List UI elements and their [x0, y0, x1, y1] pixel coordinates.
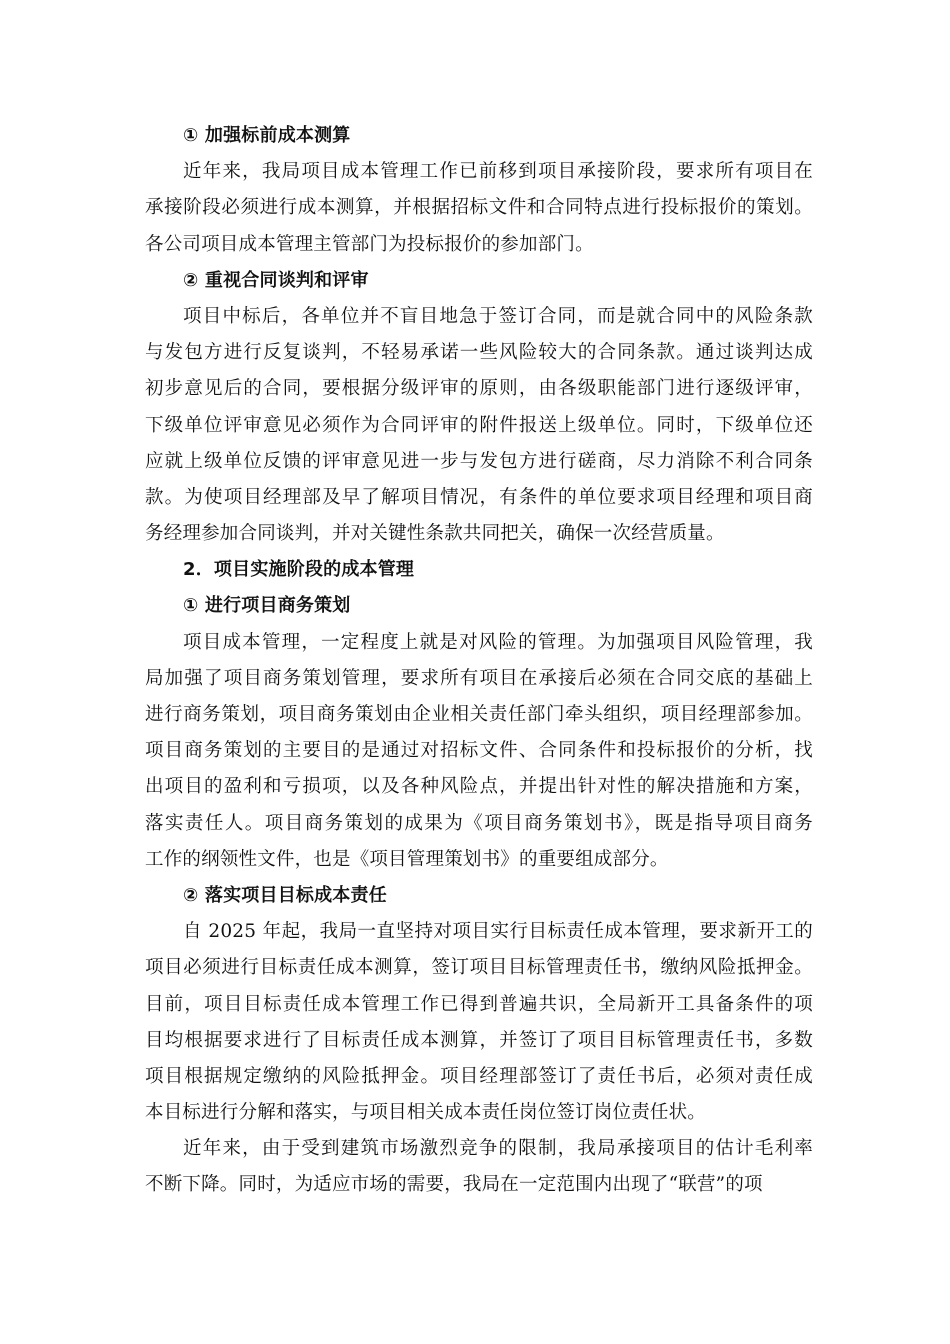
paragraph-line: 工作的纲领性文件，也是《项目管理策划书》的重要组成部分。 [145, 848, 669, 870]
paragraph-line: 本目标进行分解和落实，与项目相关成本责任岗位签订岗位责任状。 [145, 1102, 707, 1124]
section-heading: ① 进行项目商务策划 [183, 595, 351, 617]
paragraph-line: 自 2025 年起，我局一直坚持对项目实行目标责任成本管理，要求新开工的 [183, 921, 813, 943]
paragraph-line: 项目中标后，各单位并不盲目地急于签订合同，而是就合同中的风险条款 [183, 305, 813, 327]
paragraph [145, 1131, 813, 1203]
paragraph-line: 下级单位评审意见必须作为合同评审的附件报送上级单位。同时，下级单位还 [145, 414, 813, 436]
paragraph-line: 出项目的盈利和亏损项，以及各种风险点，并提出针对性的解决措施和方案， [145, 776, 813, 798]
section-heading: 2．项目实施阶段的成本管理 [183, 559, 415, 581]
document-page [145, 118, 813, 1204]
section-heading: ② 落实项目目标成本责任 [183, 884, 387, 906]
paragraph-line: 项目成本管理，一定程度上就是对风险的管理。为加强项目风险管理，我 [183, 631, 813, 653]
paragraph-line: 目前，项目目标责任成本管理工作已得到普遍共识，全局新开工具备条件的项 [145, 993, 813, 1015]
paragraph [145, 914, 813, 1131]
paragraph-line: 各公司项目成本管理主管部门为投标报价的参加部门。 [145, 233, 594, 255]
section-heading: ② 重视合同谈判和评审 [183, 269, 369, 291]
paragraph-line: 款。为使项目经理部及早了解项目情况，有条件的单位要求项目经理和项目商 [145, 486, 813, 508]
paragraph [145, 299, 813, 552]
paragraph-line: 进行商务策划，项目商务策划由企业相关责任部门牵头组织，项目经理部参加。 [145, 704, 813, 725]
paragraph-line: 初步意见后的合同，要根据分级评审的原则，由各级职能部门进行逐级评审， [145, 378, 813, 400]
paragraph-line: 项目商务策划的主要目的是通过对招标文件、合同条件和投标报价的分析，找 [145, 740, 813, 762]
paragraph-line: 与发包方进行反复谈判，不轻易承诺一些风险较大的合同条款。通过谈判达成 [145, 342, 813, 364]
paragraph [145, 625, 813, 878]
paragraph-line: 局加强了项目商务策划管理，要求所有项目在承接后必须在合同交底的基础上 [145, 667, 813, 689]
paragraph-line: 项目根据规定缴纳的风险抵押金。项目经理部签订了责任书后，必须对责任成 [145, 1065, 813, 1087]
paragraph-line: 项目必须进行目标责任成本测算，签订项目目标管理责任书，缴纳风险抵押金。 [145, 957, 813, 979]
paragraph-line: 应就上级单位反馈的评审意见进一步与发包方进行磋商，尽力消除不利合同条 [145, 450, 813, 472]
paragraph-line: 近年来，我局项目成本管理工作已前移到项目承接阶段，要求所有项目在 [183, 161, 813, 183]
paragraph-line: 落实责任人。项目商务策划的成果为《项目商务策划书》，既是指导项目商务 [145, 812, 813, 834]
paragraph-line: 目均根据要求进行了目标责任成本测算，并签订了项目目标管理责任书，多数 [145, 1029, 813, 1051]
section-heading: ① 加强标前成本测算 [183, 125, 351, 146]
paragraph-line: 务经理参加合同谈判，并对关键性条款共同把关，确保一次经营质量。 [145, 523, 725, 545]
paragraph-line: 承接阶段必须进行成本测算，并根据招标文件和合同特点进行投标报价的策划。 [145, 197, 813, 219]
paragraph-line: 近年来，由于受到建筑市场激烈竞争的限制，我局承接项目的估计毛利率 [183, 1138, 813, 1160]
paragraph-line: 不断下降。同时，为适应市场的需要，我局在一定范围内出现了“联营”的项 [145, 1174, 763, 1196]
paragraph [145, 154, 813, 263]
